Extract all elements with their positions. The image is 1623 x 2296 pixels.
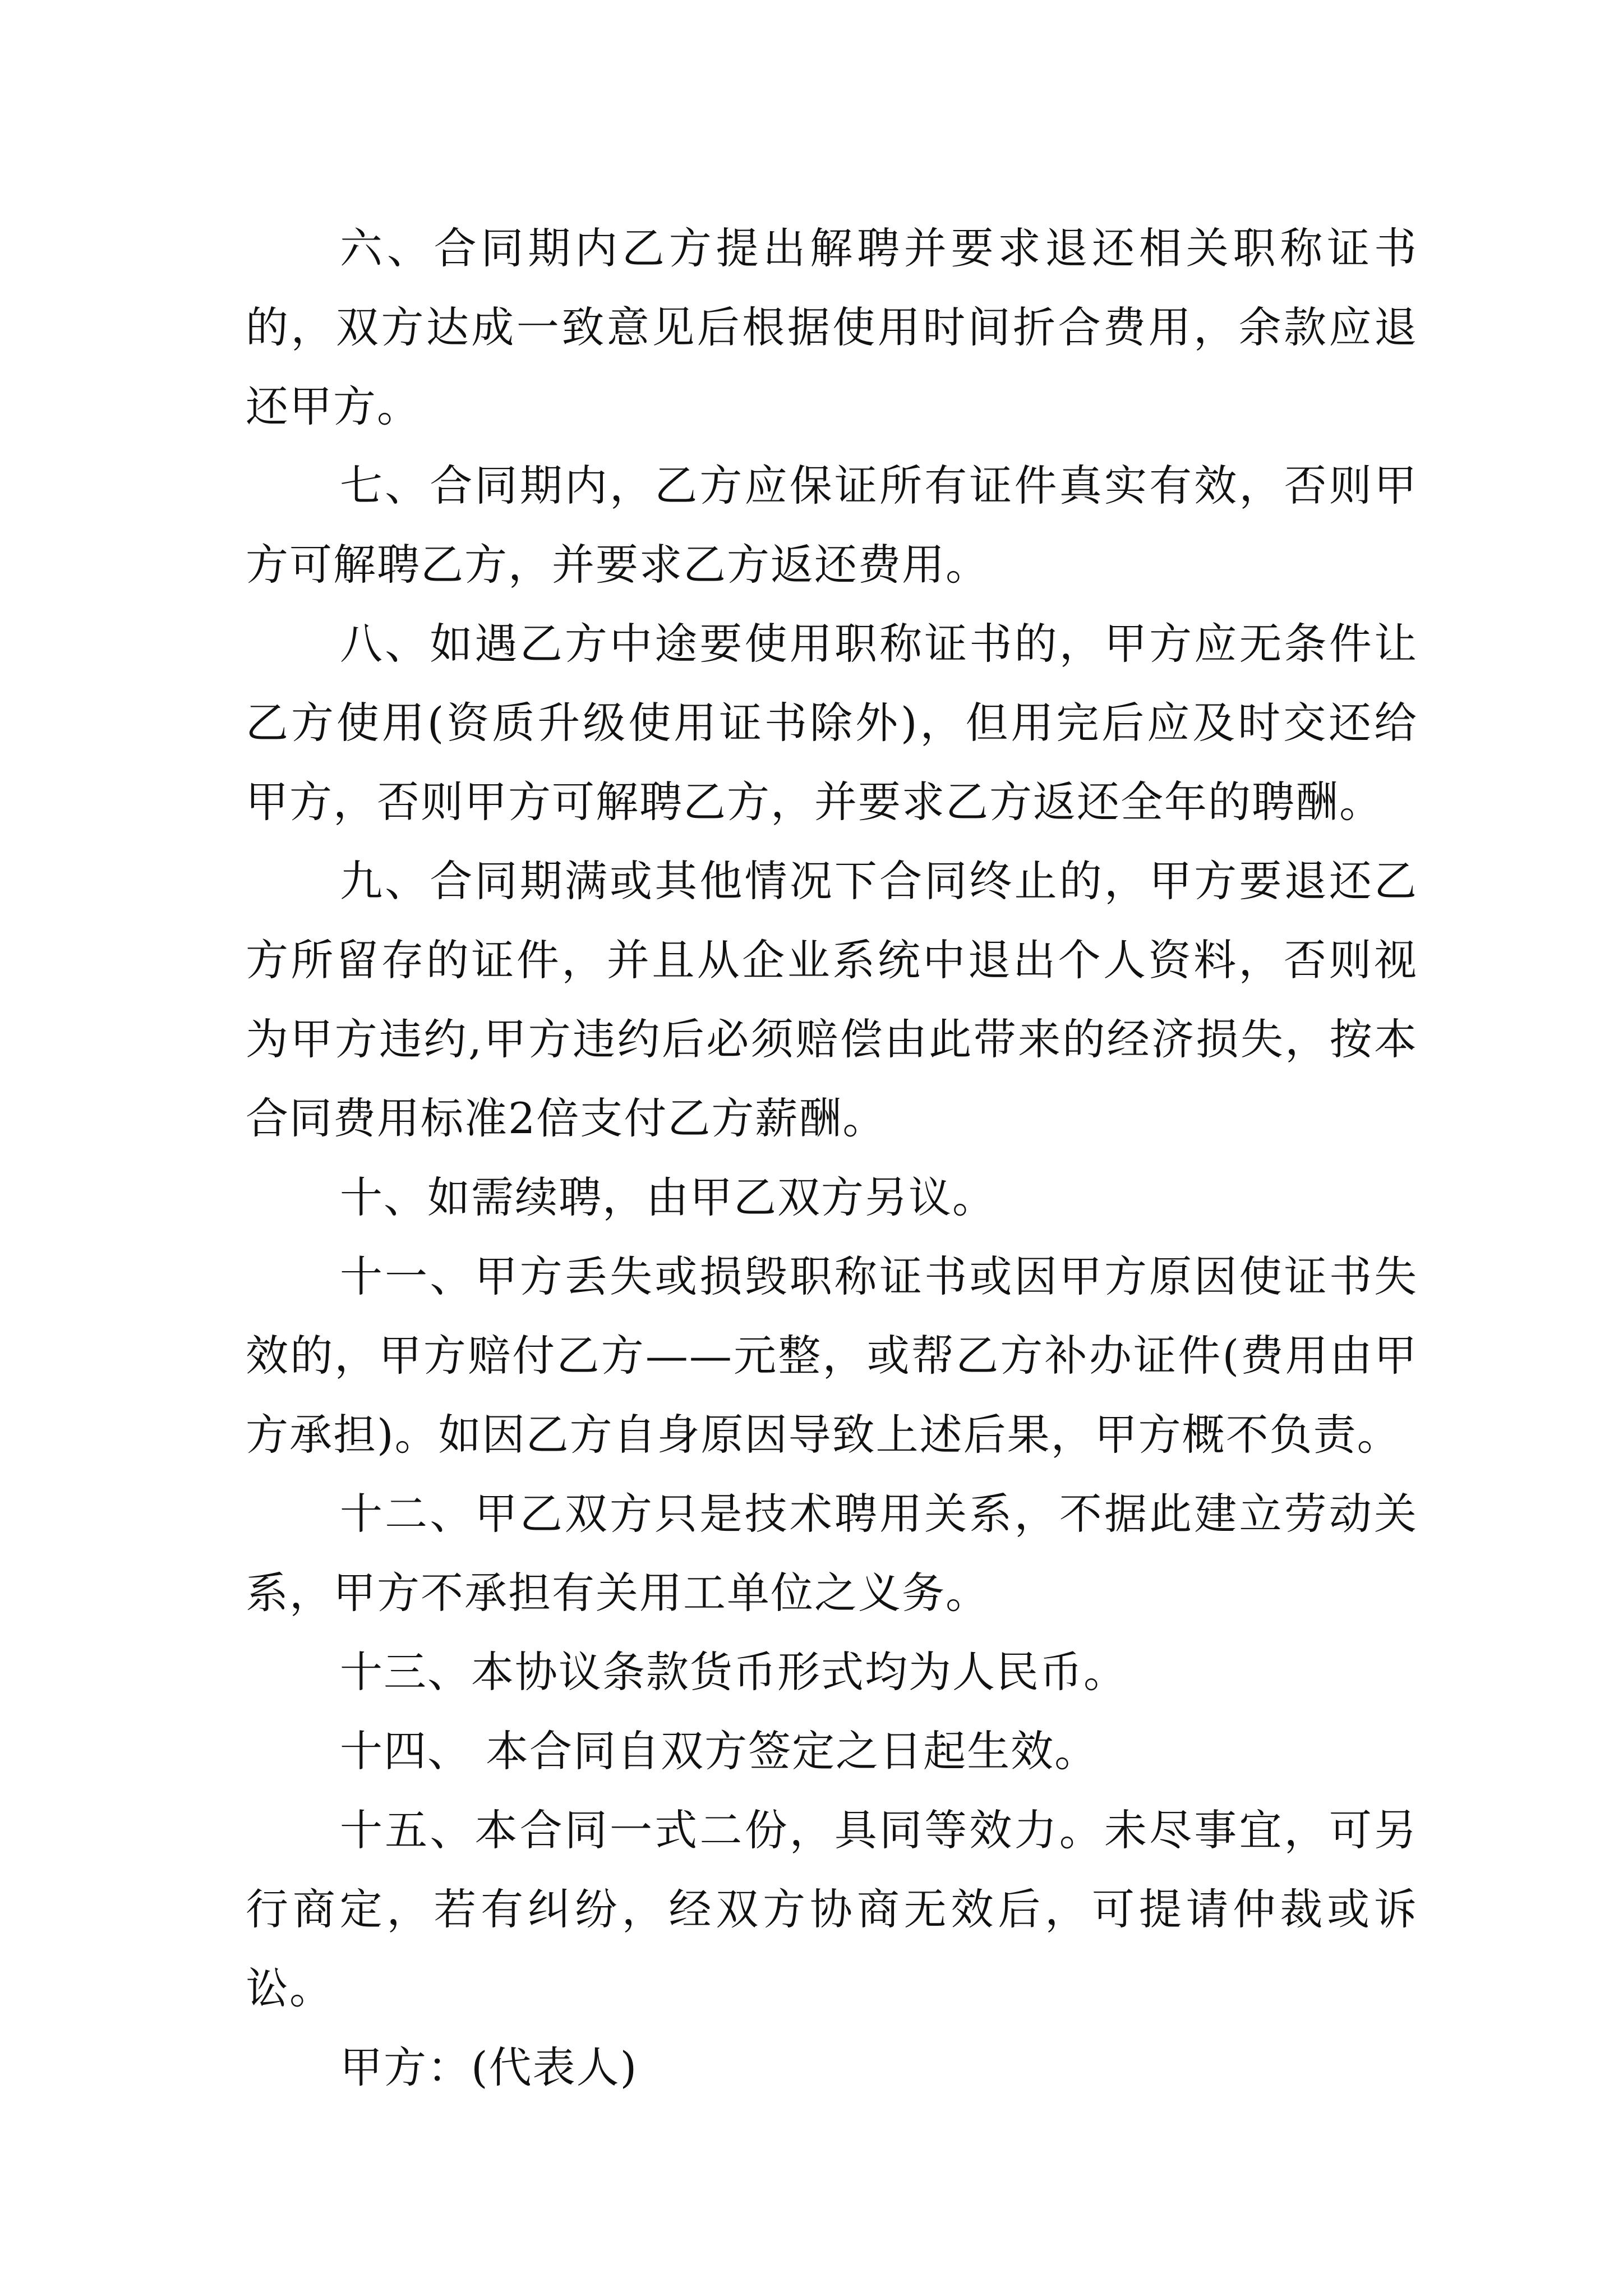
clause-11: 十一、甲方丢失或损毁职称证书或因甲方原因使证书失效的，甲方赔付乙方——元整，或帮乙方补办证件(费用由甲方承担)。如因乙方自身原因导致上述后果，甲方概不负责。 xyxy=(246,1251,1418,1460)
clause-6: 六、合同期内乙方提出解聘并要求退还相关职称证书的，双方达成一致意见后根据使用时间折合费用，余款应退还甲方。 xyxy=(246,223,1418,431)
clause-8: 八、如遇乙方中途要使用职称证书的，甲方应无条件让乙方使用(资质升级使用证书除外)，但用完后应及时交还给甲方，否则甲方可解聘乙方，并要求乙方返还全年的聘酬。 xyxy=(246,619,1418,827)
clause-7: 七、合同期内，乙方应保证所有证件真实有效，否则甲方可解聘乙方，并要求乙方返还费用。 xyxy=(246,461,1418,590)
clause-12: 十二、甲乙双方只是技术聘用关系，不据此建立劳动关系，甲方不承担有关用工单位之义务。 xyxy=(246,1489,1418,1618)
party-a-signature-line: 甲方：(代表人) xyxy=(340,2042,638,2092)
clause-14: 十四、 本合同自双方签定之日起生效。 xyxy=(340,1726,1099,1776)
clause-10: 十、如需续聘，由甲乙双方另议。 xyxy=(340,1172,996,1222)
clause-13: 十三、本协议条款货币形式均为人民币。 xyxy=(340,1647,1127,1697)
contract-body xyxy=(246,209,1418,2107)
clause-15: 十五、本合同一式二份，具同等效力。未尽事宜，可另行商定，若有纠纷，经双方协商无效后，可提请仲裁或诉讼。 xyxy=(246,1805,1418,2013)
clause-9: 九、合同期满或其他情况下合同终止的，甲方要退还乙方所留存的证件，并且从企业系统中退出个人资料，否则视为甲方违约,甲方违约后必须赔偿由此带来的经济损失，按本合同费用标准2倍支付乙方薪酬。 xyxy=(246,856,1418,1143)
